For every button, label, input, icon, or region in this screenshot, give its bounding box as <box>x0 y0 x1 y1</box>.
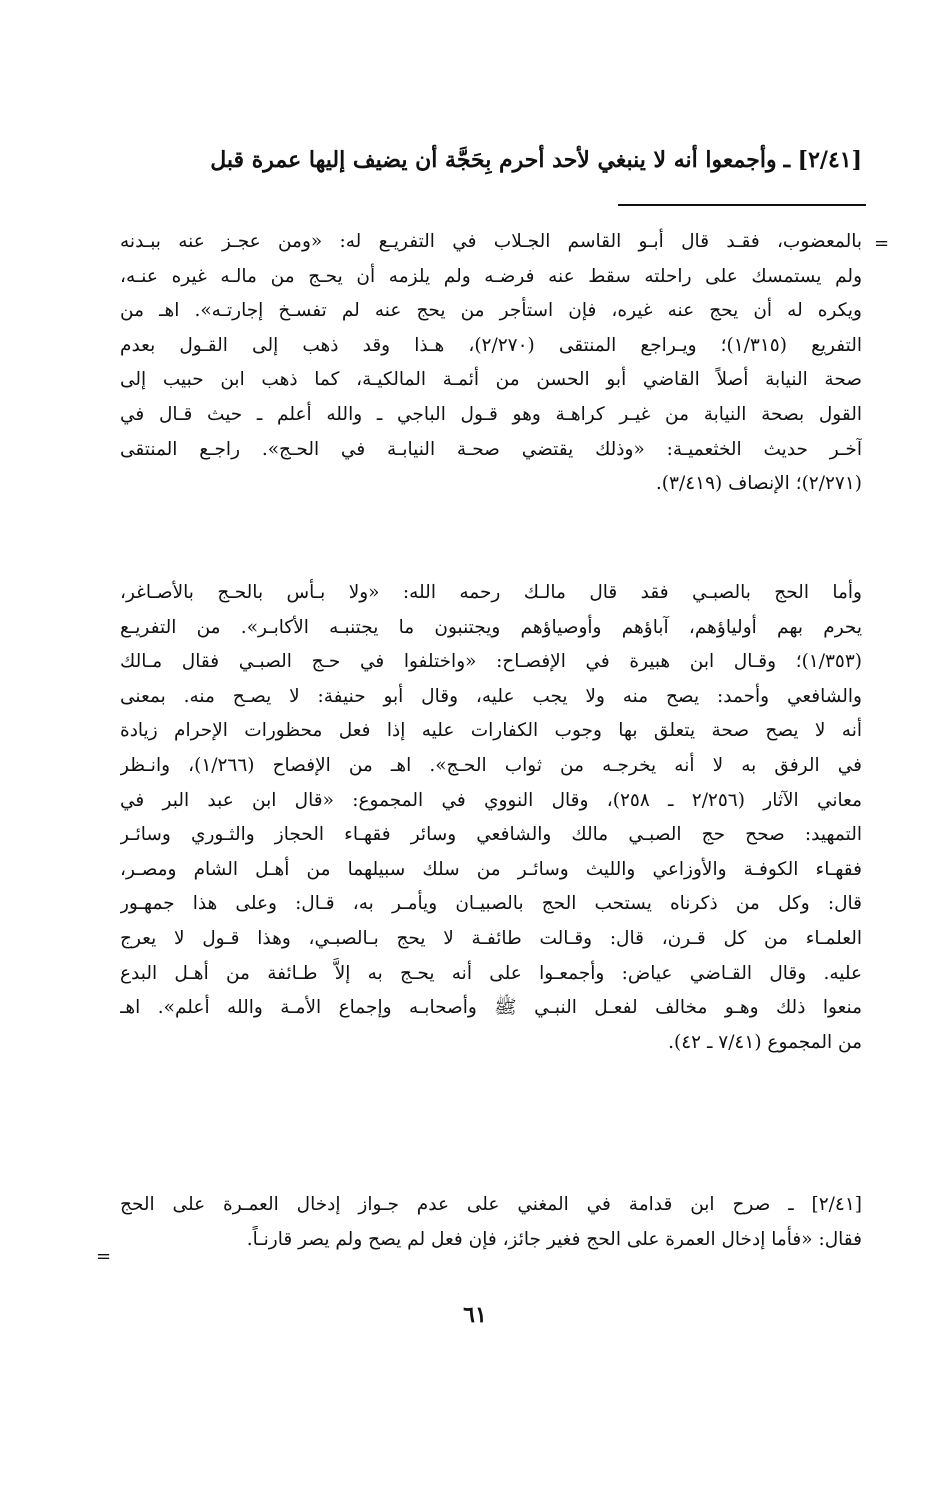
reference-marker: [٢/٤١] ـ <box>783 147 862 173</box>
footnote-line: آخـر حديث الخثعميـة: «وذلك يقتضي صحـة النيابـة في الحـج». راجـع المنتقى <box>120 438 862 460</box>
footnote-line: منعوا ذلك وهـو مخالف لفعـل النبـي ﷺ وأصحابـه وإجماع الأمـة والله أعلم». اهـ <box>120 997 862 1019</box>
footnote-2 <box>120 576 862 1060</box>
footnote-line: والشافعي وأحمد: يصح منه ولا يجب عليه، وقال أبو حنيفة: لا يصـح منه. بمعنى <box>120 685 862 707</box>
footnote-line: فقهـاء الكوفـة والأوزاعي والليث وسائـر من سلك سبيلهما من أهـل الشام ومصـر، <box>120 858 862 880</box>
footnote-line: القول بصحة النيابة من غيـر كراهـة وهو قـول الباجي ـ والله أعلم ـ حيث قـال في <box>120 403 862 425</box>
footnote-line: وأما الحج بالصبـي فقد قال مالـك رحمه الله: «ولا بـأس بالحـج بالأصـاغر، <box>120 582 862 603</box>
main-text-body: وأجمعوا أنه لا ينبغي لأحد أحرم بِحَجَّة أن يضيف إليها عمرة قبل <box>210 147 777 173</box>
footnote-line: قال: وكل من ذكرناه يستحب الحج بالصبيـان ويأمـر به، قـال: وعلى هذا جمهـور <box>120 893 862 915</box>
footnote-line: يحرم بهم أولياؤهم، آباؤهم وأوصياؤهم ويجتنبون ما يجتنبـه الأكابـر». من التفريـع <box>120 616 862 638</box>
footnote-line: عليه. وقال القـاضي عياض: وأجمعـوا على أنه يحـج به إلاَّ طـائفة من أهـل البدع <box>120 962 862 984</box>
footnote-line: (١/٣٥٣)؛ وقـال ابن هبيرة في الإفصـاح: «واختلفوا في حـج الصبـي فقال مـالك <box>120 651 862 673</box>
main-text-line <box>120 138 862 183</box>
footnote-line: العلمـاء من كل قـرن، قال: وقـالت طائفـة لا يحج بـالصبـي، وهذا قـول لا يعرج <box>120 927 862 949</box>
footnote-line: في الرفق به لا أنه يخرجـه من ثواب الحـج». اهـ من الإفصاح (١/٢٦٦)، وانـظر <box>120 754 862 776</box>
footnote-line: ويكره له أن يحج عنه غيره، فإن استأجر من يحج عنه لم تفسـخ إجارتـه». اهـ من <box>120 300 862 322</box>
footnote-line: [٢/٤١] ـ صرح ابن قدامة في المغني على عدم جـواز إدخال العمـرة على الحج <box>120 1194 862 1215</box>
footnote-line: (٢/٢٧١)؛ الإنصاف (٣/٤١٩). <box>655 473 862 495</box>
continuation-mark-top: = <box>874 233 890 254</box>
footnote-3 <box>120 1188 862 1257</box>
footnote-line: صحة النيابة أصلاً القاضي أبو الحسن من أئمـة المالكيـة، كما ذهب ابن حبيب إلى <box>120 369 862 391</box>
footnote-line: التفريع (١/٣١٥)؛ ويـراجع المنتقى (٢/٢٧٠)، هـذا وقد ذهب إلى القـول بعدم <box>120 334 862 356</box>
footnote-line: ولم يستمسك على راحلته سقط عنه فرضـه ولم يلزمه أن يحـج من مالـه غيره عنـه، <box>120 265 862 287</box>
footnote-separator <box>618 204 866 206</box>
continuation-mark-bottom: = <box>96 1246 112 1267</box>
main-text <box>120 138 862 183</box>
footnote-1 <box>120 225 862 502</box>
footnote-line: أنه لا يصح صحة يتعلق بها وجوب الكفارات عليه إذا فعل محظورات الإحرام زيادة <box>120 720 862 742</box>
footnote-line: بالمعضوب، فقـد قال أبـو القاسم الجـلاب في التفريـع له: «ومن عجـز عنه ببـدنه <box>120 231 862 252</box>
footnote-line: فقال: «فأما إدخال العمرة على الحج فغير جائز، فإن فعل لم يصح ولم يصر قارنـاً. <box>246 1228 862 1250</box>
footnote-line: التمهيد: صحح حج الصبـي مالك والشافعي وسائر فقهـاء الحجاز والثـوري وسائـر <box>120 824 862 846</box>
page-number: ٦١ <box>463 1302 487 1328</box>
footnote-line: معاني الآثار (٢/٢٥٦ ـ ٢٥٨)، وقال النووي في المجموع: «قال ابن عبد البر في <box>120 789 862 811</box>
footnote-line: من المجموع (٧/٤١ ـ ٤٢). <box>668 1031 862 1053</box>
